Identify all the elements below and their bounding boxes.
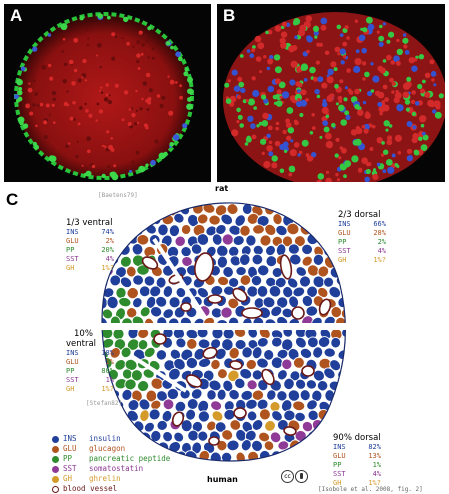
islet-cell <box>186 338 198 350</box>
islet-cell <box>341 407 357 423</box>
pp-swatch-icon <box>52 456 59 463</box>
region-title: 2/3 dorsal <box>338 210 381 220</box>
micrograph-panel-b <box>217 4 445 182</box>
islet-cell <box>284 410 296 421</box>
region-row-gh <box>66 264 114 273</box>
islet-cell <box>115 410 128 423</box>
species-top-label: rat <box>215 184 229 193</box>
legend-name: insulin <box>89 434 121 443</box>
islet-cell <box>259 409 271 421</box>
row-value: 2% <box>377 238 386 246</box>
islet-cell <box>174 195 188 207</box>
islet-cell <box>120 203 132 215</box>
legend-item <box>52 434 170 444</box>
blood-vessel <box>292 307 304 319</box>
legend-code: SST <box>63 464 77 473</box>
row-label: GH <box>66 385 75 393</box>
legend-item <box>52 454 170 464</box>
region-row-gh <box>338 256 386 265</box>
islet-cell <box>349 297 360 309</box>
islet-cell <box>163 195 175 205</box>
islet-cell <box>318 430 332 443</box>
row-label: PP <box>66 367 75 375</box>
row-value: 1% <box>372 461 381 469</box>
license-icons <box>281 470 308 483</box>
legend-code: INS <box>63 434 77 443</box>
islet-cell <box>112 235 126 247</box>
islet-cell <box>341 195 356 205</box>
blood-vessel <box>154 334 166 344</box>
islet-cell <box>102 407 117 422</box>
islet-cell <box>207 390 217 401</box>
islet-cell <box>265 255 277 267</box>
legend-item <box>52 484 170 494</box>
islet-cell <box>317 195 328 206</box>
islet-cell <box>120 223 134 236</box>
blood-vessel <box>208 295 222 303</box>
islet-cell <box>343 359 354 370</box>
islet-cell <box>127 215 140 226</box>
region-title: 90% dorsal <box>333 433 381 443</box>
legend-name: pancreatic peptide <box>89 454 171 463</box>
blood-vessel <box>302 366 314 376</box>
islet-cell <box>322 243 337 258</box>
blood-vessel-swatch-icon <box>52 486 59 493</box>
region-title-1: 10% <box>74 329 93 339</box>
islet-cell <box>342 285 356 299</box>
islet-cell <box>91 285 104 298</box>
legend-item <box>52 474 170 484</box>
blood-vessel <box>242 308 262 318</box>
legend-code: GH <box>63 474 73 483</box>
row-value: 13% <box>368 452 381 460</box>
row-label: PP <box>66 246 75 254</box>
region-row-glu <box>66 358 114 367</box>
row-value: 1% <box>105 358 114 366</box>
islet-cell <box>335 388 349 401</box>
row-value: 18% <box>101 349 114 357</box>
islet-cell <box>235 451 247 465</box>
legend-code: GLU <box>63 444 77 453</box>
islet-cell <box>169 224 181 237</box>
islet-cell <box>90 304 103 320</box>
islet-cell <box>257 286 268 298</box>
islet-cell <box>345 273 360 289</box>
islet-cell <box>252 224 264 234</box>
islet-cell <box>251 253 265 267</box>
islet-cell <box>324 420 337 433</box>
ins-swatch-icon <box>52 436 59 443</box>
row-value: 4% <box>377 247 386 255</box>
row-label: GLU <box>338 229 351 237</box>
islet-cell <box>113 212 126 226</box>
islet-cell <box>181 224 192 235</box>
attribution-icon <box>295 470 308 483</box>
micrograph-b-image <box>217 4 445 182</box>
row-value: 80% <box>101 367 114 375</box>
islet-cell <box>288 203 299 214</box>
row-value: 20% <box>101 246 114 254</box>
region-row-glu <box>333 452 381 461</box>
islet-cell <box>108 420 121 431</box>
row-value: 74% <box>101 228 114 236</box>
islet-cell <box>324 347 336 357</box>
region-row-sst <box>66 255 114 264</box>
islet-cell <box>157 223 169 236</box>
region-row-ins <box>66 228 114 237</box>
region-title: 1/3 ventral <box>66 218 113 228</box>
islet-cell <box>246 235 257 247</box>
row-label: GLU <box>66 358 79 366</box>
species-bottom-label: human <box>207 475 238 484</box>
row-label: GH <box>338 256 347 264</box>
region-row-ins <box>66 349 114 358</box>
region-row-gh <box>333 479 381 488</box>
row-label: INS <box>338 220 351 228</box>
islet-cell <box>304 214 318 228</box>
islet-cell <box>131 204 143 215</box>
row-label: SST <box>338 247 351 255</box>
row-label: PP <box>338 238 347 246</box>
islet-cell <box>341 398 356 413</box>
row-label: INS <box>66 349 79 357</box>
region-dorsal-ninety <box>333 433 381 488</box>
islet-cell <box>346 419 360 433</box>
region-title-2: ventral <box>66 339 97 349</box>
legend-item <box>52 444 170 454</box>
region-row-ins <box>333 443 381 452</box>
islet-cell <box>347 388 360 404</box>
cite-top: [Baetens79] <box>98 192 138 199</box>
islet-cell <box>349 366 360 380</box>
legend-name: ghrelin <box>89 474 121 483</box>
row-label: PP <box>333 461 342 469</box>
legend-name: glucagon <box>89 444 126 453</box>
row-label: GH <box>333 479 342 487</box>
islet-cell <box>292 449 307 464</box>
islet-cell <box>330 411 341 422</box>
islet-cell <box>318 450 330 463</box>
islet-cell <box>322 200 337 215</box>
islet-cell <box>281 358 292 370</box>
region-dorsal-two-thirds <box>338 210 386 265</box>
islet-cell <box>150 195 163 206</box>
cc-icon: cc <box>281 470 294 483</box>
islet-cell <box>335 420 348 433</box>
islet-cell <box>294 195 306 206</box>
islet-cell <box>281 195 297 209</box>
row-value: 82% <box>368 443 381 451</box>
region-row-pp <box>66 246 114 255</box>
islet-cell <box>310 203 324 217</box>
islet-cell <box>107 204 121 217</box>
islet-cell <box>186 195 199 205</box>
micrograph-a-image <box>4 4 211 182</box>
region-row-gh <box>66 385 114 394</box>
islet-cell <box>167 388 179 400</box>
islet-cell <box>310 438 323 452</box>
region-row-sst <box>338 247 386 256</box>
row-label: GLU <box>66 237 79 245</box>
region-row-glu <box>66 237 114 246</box>
blood-vessel <box>209 437 219 445</box>
legend-code: PP <box>63 454 73 463</box>
region-row-pp <box>66 367 114 376</box>
row-value: 1%? <box>101 264 114 272</box>
islet-cell <box>226 439 240 451</box>
islet-cell <box>342 264 356 278</box>
islet-cell <box>138 195 150 205</box>
row-value: 2% <box>105 237 114 245</box>
islet-cell <box>305 450 320 464</box>
panel-b-label: B <box>223 6 236 25</box>
row-label: SST <box>333 470 346 478</box>
panel-c-label: C <box>6 190 19 209</box>
islet-cell <box>96 421 108 434</box>
row-label: GLU <box>333 452 346 460</box>
region-row-pp <box>338 238 386 247</box>
region-ventral-ten <box>66 329 114 394</box>
islet-cell <box>316 211 330 226</box>
row-value: 1%? <box>101 385 114 393</box>
row-value: 1%? <box>373 256 386 264</box>
blood-vessel <box>234 408 246 418</box>
row-label: SST <box>66 376 79 384</box>
row-value: 1%? <box>368 479 381 487</box>
row-label: GH <box>66 264 75 272</box>
islet-cell <box>220 451 232 463</box>
legend-name: blood vessel <box>63 484 118 493</box>
islet-cell <box>150 211 162 225</box>
region-row-sst <box>66 376 114 385</box>
islet-cell <box>299 388 312 402</box>
islet-cell <box>135 211 151 227</box>
row-value: 1% <box>105 376 114 384</box>
gh-swatch-icon <box>52 476 59 483</box>
glu-swatch-icon <box>52 446 59 453</box>
legend-item <box>52 464 170 474</box>
islet-cell <box>216 367 228 380</box>
region-row-glu <box>338 229 386 238</box>
islet-cell <box>208 214 221 225</box>
cite-mid: [Stefan82] <box>86 400 123 407</box>
row-value: 28% <box>373 229 386 237</box>
islet-cell <box>209 399 223 412</box>
sst-swatch-icon <box>52 466 59 473</box>
islet-cell <box>210 358 222 370</box>
islet-cell <box>324 225 337 238</box>
islet-cell <box>147 407 163 422</box>
cite-bottom: [Isobole et al. 2008, fig. 2] <box>318 486 423 493</box>
islet-cell <box>307 195 318 205</box>
row-value: 4% <box>372 470 381 478</box>
blood-vessel <box>181 303 191 311</box>
islet-cell <box>300 203 314 216</box>
islet-cell <box>143 275 155 287</box>
islet-cell <box>331 337 341 348</box>
islet-cell <box>327 195 342 206</box>
islet-cell <box>279 451 294 465</box>
islet-diagram <box>90 195 360 465</box>
islet-cell <box>258 195 273 205</box>
rat-human-divider <box>90 323 360 330</box>
panel-a-label: A <box>10 6 23 25</box>
row-label: INS <box>333 443 346 451</box>
legend-name: somatostatin <box>89 464 144 473</box>
region-row-pp <box>333 461 381 470</box>
micrograph-panel-a <box>4 4 211 182</box>
row-label: SST <box>66 255 79 263</box>
islet-cell <box>144 201 158 215</box>
islet-cell <box>345 346 360 361</box>
row-label: INS <box>66 228 79 236</box>
legend <box>52 434 170 494</box>
row-value: 66% <box>373 220 386 228</box>
islet-cell <box>292 400 306 411</box>
row-value: 4% <box>105 255 114 263</box>
islet-cell <box>154 348 168 362</box>
islet-cell <box>94 201 108 216</box>
islet-cell <box>340 380 353 393</box>
region-ventral-third <box>66 218 114 273</box>
islet-cell <box>270 195 285 207</box>
region-row-ins <box>338 220 386 229</box>
region-row-sst <box>333 470 381 479</box>
islet-cell <box>90 407 103 423</box>
